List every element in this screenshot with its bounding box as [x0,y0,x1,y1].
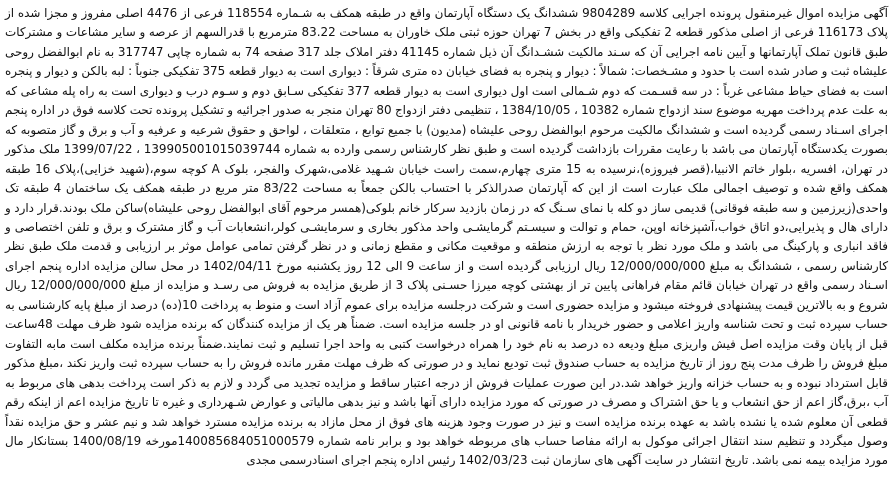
auction-notice-text: آگهی مزایده اموال غیرمنقول پرونده اجرایی کلاسه 9804289 ششدانگ یک دستگاه آپارتمان واقع در طبقه همکف به شـماره 118554 فرعی از 4476 اصلی مفروز و مجزا شده از پلاک 116173 فرعی از اصلی مذکور قطعه 2 تفکیکی واقع در بخش 7 تهران حوزه ثبتی ملک خاوران به مساحت 83.22 مترمربع با قدرالسهم از عرصه و سایر مشاعات و مشترکات طبق قانون تملک آپارتمانها و آیین نامه اجرایی آن که سـند مالکیت ششـدانگ آن ذیل شماره 41145 دفتر املاک جلد 317 صفحه 74 به شماره چاپی 317747 به نام ابوالفضل روحی علیشاه ثبت و صادر شده است با حدود و مشـخصات: شمالاً : دیوار و پنجره به فضای خیابان ده متری شرقاً : دیواری است به دیوار قطعه 375 تفکیکی جنوباً : لبه بالکن و دیوار و پنجره است به فضای حیاط مشاعی غرباً : در سه قسـمت که دوم شـمالی است اول دیواری است به دیوار قطعه 377 تفکیکی سـابق دوم و سـوم درب و دیواری است به راه پله مشاعی که به علت عدم پرداخت مهریه موضوع سند ازدواج شماره 10382 ، 1384/10/05 ، تنظیمی دفتر ازدواج 80 تهران منجر به صدور اجرائیه و تشکیل پرونده تحت کلاسه فوق در اداره پنجم اجرای اسـناد رسمی گردیده است و ششدانگ مالکیت مرحوم ابوالفضل روحی علیشاه (مدیون) با جمیع توابع ، متعلقات ، لواحق و حقوق شرعیه و عرفیه و آب و برق و گاز متصوبه که بصورت یکدستگاه آپارتمان می باشد با رعایت مقررات بازداشت گردیده است و طبق نظر کارشناس رسمی وارده به شماره 139905001015039744 ، 1399/07/22 ملک مذکور در تهران، افسریه ،بلوار خاتم الانبیا،(قصر فیروزه)،نرسیده به 15 متری چهارم،سمت راست خیابان شـهید غلامی،شهرک والفجر، بلوک A کوچه سوم،(شهید خزایی)،پلاک 16 طبقه همکف واقع شده و توصیف اجمالی ملک عبارت است از این که آپارتمان صدرالذکر با احتساب بالکن جمعاً به مساحت 83/22 متر مربع در طبقه همکف یک ساختمان 4 طبقه تک واحدی(زیرزمین و سه طبقه فوقانی) قدیمی ساز دو کله با نمای سـنگ که در زمان بازدید سرکار خانم بلوکی(همسر مرحوم آقای ابوالفضل روحی علیشاه)ساکن ملک بودند.قرار دارد و دارای هال و پذیرایی،دو اتاق خواب،آشپزخانه اوپن، حمام و توالت و سیسـتم گرمایشـی واحد مذکور بخاری و سرمایشـی کولر،انشعابات آب و گاز مشترک و برق و تلفن اختصاصی و فاقد انباری و پارکینگ می باشد و ملک مورد نظر با توجه به ارزش منطقه و موقعیت مکانی و مقطع زمانی و در نظر گرفتن تمامی عوامل موثر بر ارزیابی و قدمت ملک طبق نظر کارشناس رسمی ، ششدانگ به مبلغ 12/000/000/000 ریال ارزیابی گردیده است و از ساعت 9 الی 12 روز یکشنبه مورخ 1402/04/11 در محل سالن مزایده اداره پنجم اجرای اسـناد رسمی واقع در تهران خیابان قائم مقام فراهانی پایین تر از بهشتی کوچه میرزا حسـنی پلاک 3 از طریق مزایده به فروش می رسـد و مزایده از مبلغ 12/000/000/000 ریال شروع و به بالاترین قیمت پیشنهادی فروخته میشود و مزایده حضوری است و شرکت درجلسه مزایده برای عموم آزاد است و منوط به پرداخت 10(ده) درصد از مبلغ پایه کارشناسی به حساب سپرده ثبت و تحت شناسه واریز اعلامی و حضور خریدار با نامه قانونی او در جلسه مزایده است. ضمناً هر یک از مزایده کنندگان که برنده مزایده شود ظرف مهلت 48ساعت قبل از پایان وقت مزایده اصل فیش واریزی مبلغ ودیعه ده درصد به نام خود را همراه درخواست کتبی به واحد اجرا تسلیم و ثبت نمایند.ضمناً برنده مزایده مکلف است مابه التفاوت مبلغ فروش را ظرف مدت پنج روز از تاریخ مزایده به حساب صندوق ثبت تودیع نماید و در صورتی که ظرف مهلت مقرر مانده فروش را به حساب سپرده ثبت واریز نکند ،مبلغ مذکور قابل استرداد نبوده و به حساب خزانه واریز خواهد شد.در این صورت عملیات فروش از درجه اعتبار ساقط و مزایده تجدید می گردد و لازم به ذکر است پرداخت بدهی های مربوط به آب ،برق،گاز اعم از حق انشعاب و یا حق اشتراک و مصرف در صورتی که مورد مزایده دارای آنها باشد و نیز بدهی مالیاتی و عوارض شـهرداری و غیره تا تاریخ مزایده اعم از اینکه رقم قطعی آن معلوم شده یا نشده باشد به عهده برنده مزایده است و نیز در صورت وجود هزینه های فوق از محل مازاد به برنده مزایده مسترد خواهد شد و نیم عشر و حق مزایده نقداً وصول میگردد و تنظیم سند انتقال اجرائی موکول به ارائه مفاصا حساب های مربوطه خواهد بود و برابر نامه شماره 140085684051000579مورخه 1400/08/19 بستانکار مال مورد مزایده بیمه نمی باشد. تاریخ انتشار در سایت آگهی های سازمان ثبت 1402/03/23 رئیس اداره پنجم اجرای اسنادرسمی مجدی [5,6,889,468]
